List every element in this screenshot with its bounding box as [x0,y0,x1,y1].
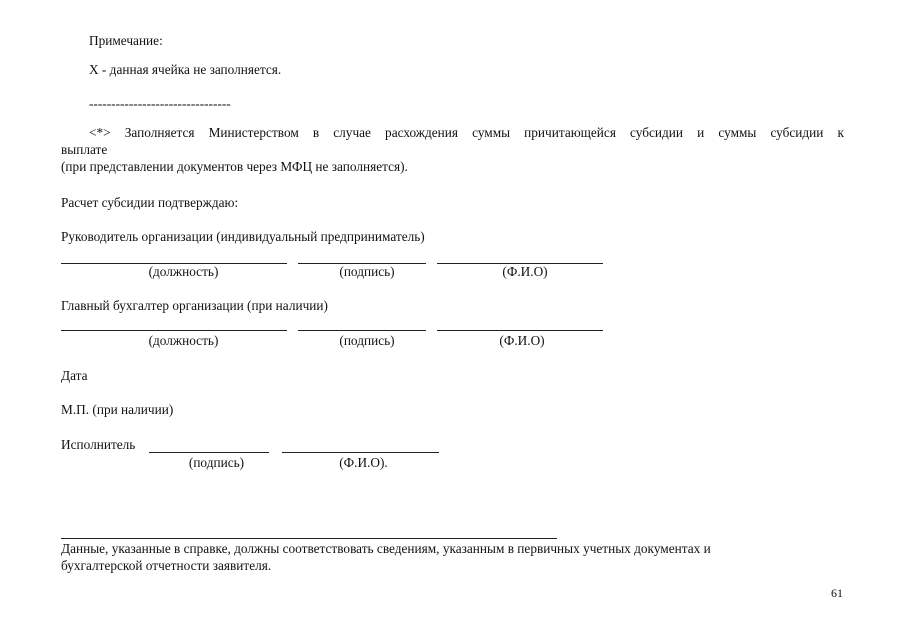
footnote-text-line-3: (при представлении документов через МФЦ не заполняется). [61,159,408,174]
note-x: Х - данная ячейка не заполняется. [89,62,282,77]
head-fio-caption: (Ф.И.О) [502,264,548,279]
executor-label: Исполнитель [61,437,136,452]
footnote-text-line-1: <*> Заполняется Министерством в случае расхождения суммы причитающейся субсидии и суммы субсидии к [89,125,844,140]
accountant-fio-line[interactable] [437,330,603,331]
executor-fio-caption: (Ф.И.О). [339,455,388,470]
date-label: Дата [61,368,88,383]
accountant-signature-line[interactable] [298,330,426,331]
note-heading: Примечание: [89,33,163,48]
executor-signature-line[interactable] [149,452,269,453]
executor-signature-caption: (подпись) [188,455,245,470]
accountant-fio-caption: (Ф.И.О) [499,333,545,348]
executor-fio-line[interactable] [282,452,439,453]
calculation-confirm: Расчет субсидии подтверждаю: [61,195,239,210]
footnote-separator: -------------------------------- [89,96,231,111]
head-position-caption: (должность) [148,264,219,279]
stamp-label: М.П. (при наличии) [61,402,174,417]
footnote-text-line-2: выплате [61,142,108,157]
accountant-signature-caption: (подпись) [339,333,395,348]
accountant-position-caption: (должность) [148,333,219,348]
bottom-separator [61,538,557,539]
head-title: Руководитель организации (индивидуальный предприниматель) [61,229,425,244]
page-number: 61 [831,586,843,600]
bottom-note-line-2: бухгалтерской отчетности заявителя. [61,558,272,573]
head-signature-caption: (подпись) [339,264,395,279]
accountant-position-line[interactable] [61,330,287,331]
bottom-note-line-1: Данные, указанные в справке, должны соответствовать сведениям, указанным в первичных учетных документах и [61,541,711,556]
accountant-title: Главный бухгалтер организации (при наличии) [61,298,328,313]
